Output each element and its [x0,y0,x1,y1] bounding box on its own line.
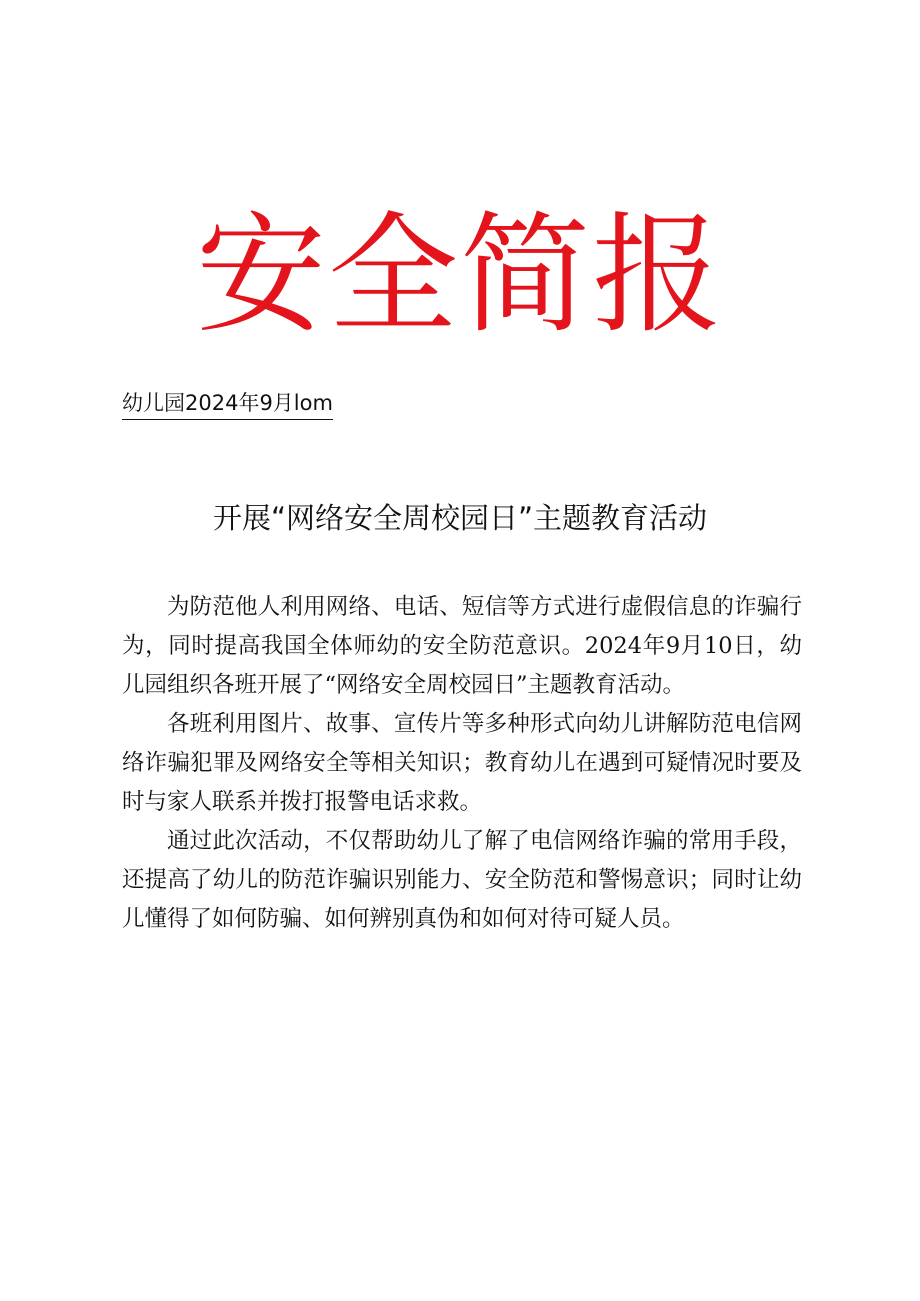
paragraph-3: 通过此次活动，不仅帮助幼儿了解了电信网络诈骗的常用手段，还提高了幼儿的防范诈骗识别能力、安全防范和警惕意识；同时让幼儿懂得了如何防骗、如何辨别真伪和如何对待可疑人员。 [122,828,802,932]
article-title: 开展“网络安全周校园日”主题教育活动 [212,501,708,535]
masthead-title: 安全简报 [195,199,724,351]
paragraph-2: 各班利用图片、故事、宣传片等多种形式向幼儿讲解防范电信网络诈骗犯罪及网络安全等相关知识；教育幼儿在遇到可疑情况时要及时与家人联系并拨打报警电话求救。 [122,711,802,815]
issue-date-line: 幼儿园2024年9月lom [122,388,333,420]
paragraph-1: 为防范他人利用网络、电话、短信等方式进行虚假信息的诈骗行为，同时提高我国全体师幼的安全防范意识。2024年9月10日，幼儿园组织各班开展了“网络安全周校园日”主题教育活动。 [122,594,802,698]
article-body [122,588,802,939]
